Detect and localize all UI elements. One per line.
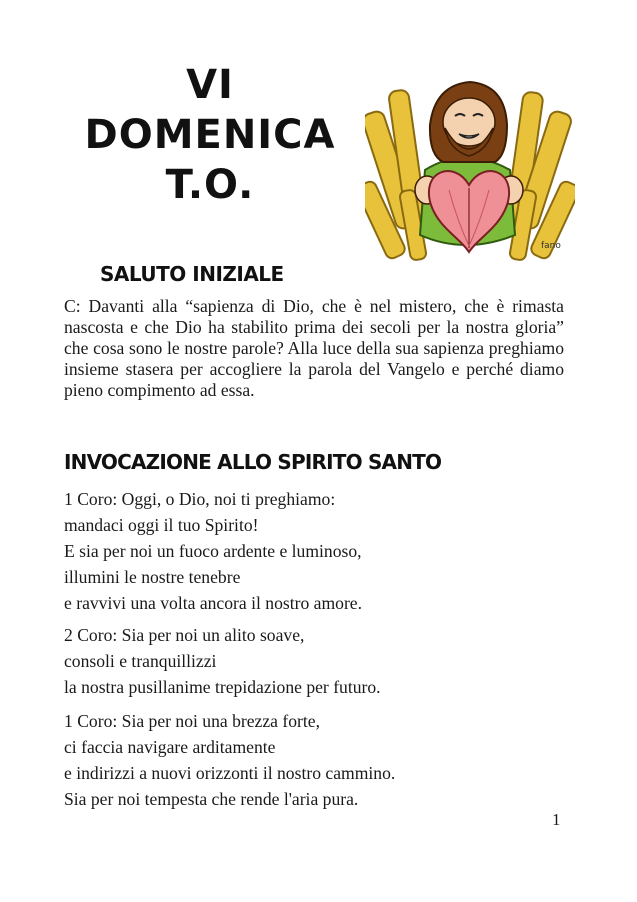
page-number: 1 <box>552 810 561 829</box>
title-line-1: VI <box>186 62 234 108</box>
title-line-2: DOMENICA <box>84 112 336 158</box>
verse-line: ci faccia navigare arditamente <box>64 737 276 757</box>
artist-signature: fano <box>541 241 561 251</box>
title-line-3: T.O. <box>165 162 255 208</box>
verse-line: la nostra pusillanime trepidazione per futuro. <box>64 677 381 697</box>
verse-line: consoli e tranquillizzi <box>64 651 217 671</box>
verse-line: 2 Coro: Sia per noi un alito soave, <box>64 625 305 645</box>
jesus-with-heart-icon <box>365 70 575 275</box>
verse-line: 1 Coro: Sia per noi una brezza forte, <box>64 711 320 731</box>
verse-line: 1 Coro: Oggi, o Dio, noi ti preghiamo: <box>64 489 336 509</box>
verse-line: Sia per noi tempesta che rende l'aria pura. <box>64 789 359 809</box>
verse-line: E sia per noi un fuoco ardente e luminoso, <box>64 541 362 561</box>
verse-line: e ravvivi una volta ancora il nostro amore. <box>64 593 363 613</box>
jesus-illustration <box>365 70 575 275</box>
saluto-text: C: Davanti alla “sapienza di Dio, che è nel mistero, che è rimasta nascosta e che Dio ha stabilito prima dei secoli per la nostra gloria” che cosa sono le nostre parole? Alla luce della sua sapienza preghiamo insieme stasera per accogliere la parola del Vangelo e perché diamo pieno compimento ad essa. <box>64 296 564 400</box>
saluto-heading: SALUTO INIZIALE <box>100 262 284 286</box>
stanza-2 <box>64 622 584 700</box>
stanza-3 <box>64 708 584 812</box>
page-title <box>60 60 360 210</box>
invocazione-heading: INVOCAZIONE ALLO SPIRITO SANTO <box>64 450 442 474</box>
stanza-1 <box>64 486 584 616</box>
verse-line: mandaci oggi il tuo Spirito! <box>64 515 259 535</box>
verse-line: illumini le nostre tenebre <box>64 567 241 587</box>
verse-line: e indirizzi a nuovi orizzonti il nostro cammino. <box>64 763 396 783</box>
